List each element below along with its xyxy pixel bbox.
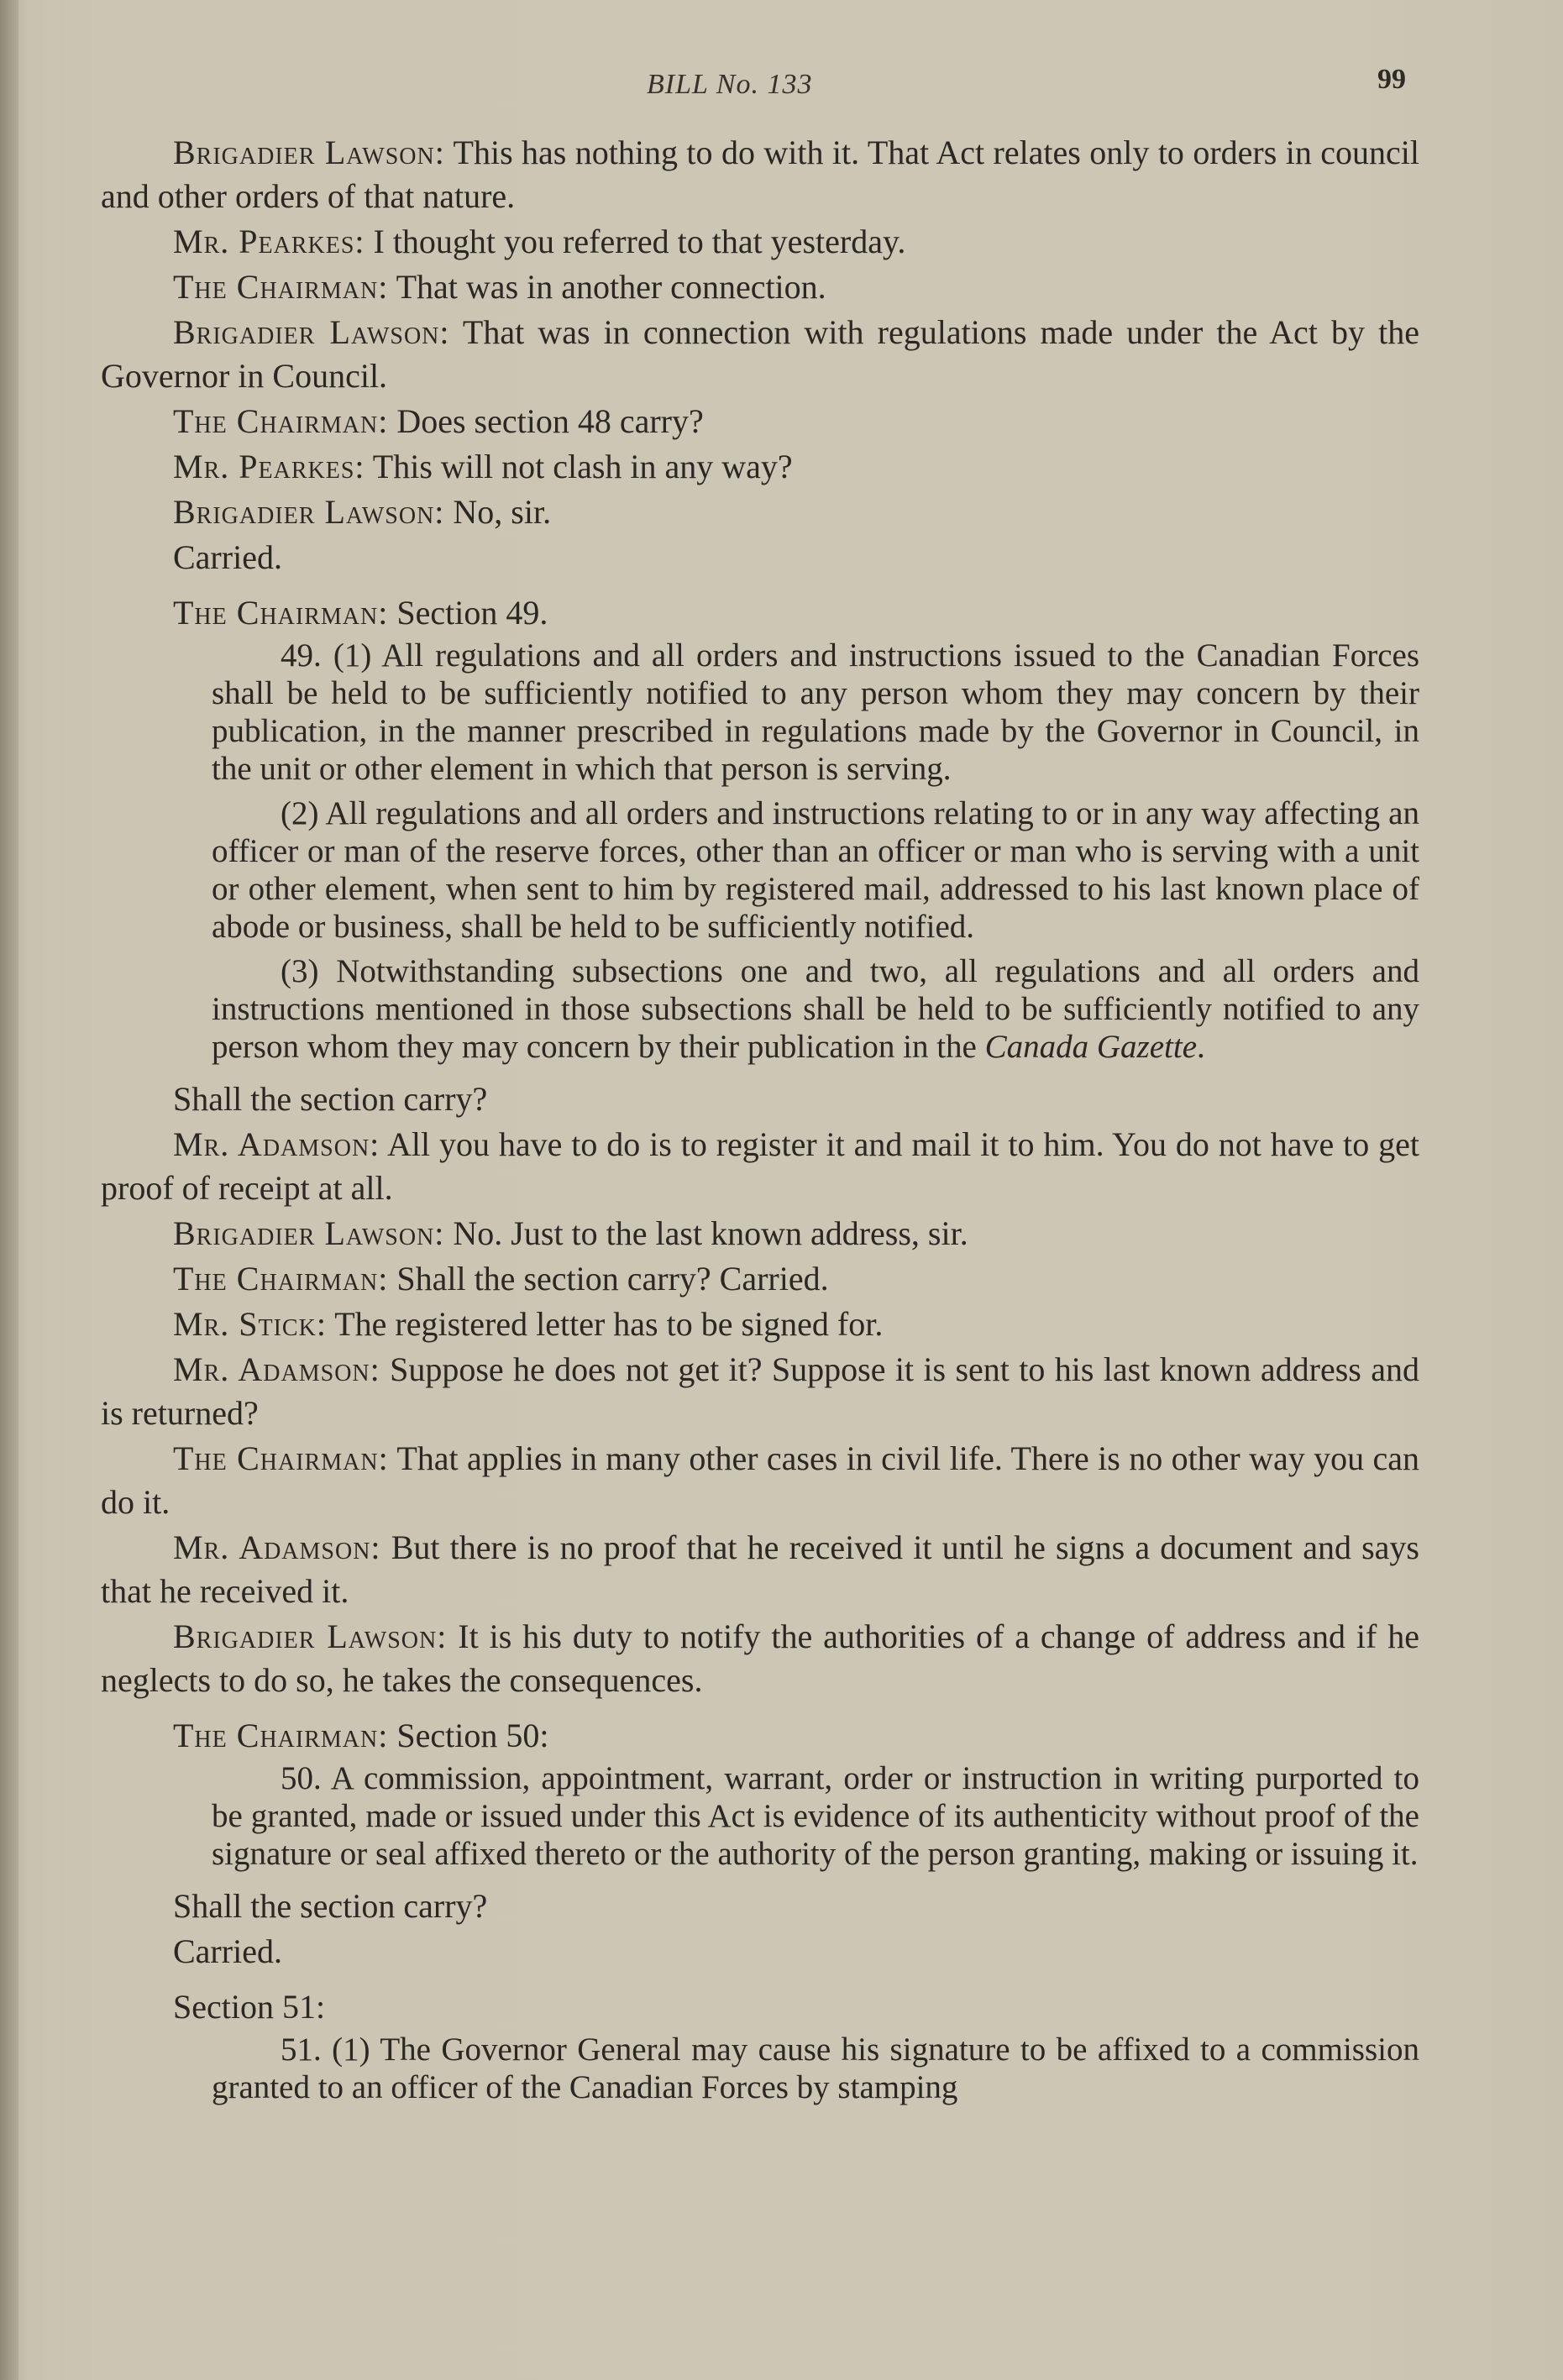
page-header [0,64,1563,111]
paragraph [101,1123,1419,1210]
paragraph-text: All you have to do is to register it and mail it to him. You do not have to get proof of receipt at all. [101,1125,1419,1207]
paragraph [101,1348,1419,1435]
italic-publication-name: Canada Gazette [984,1029,1198,1065]
paragraph-text: 51. (1) The Governor General may cause his signature to be affixed to a commission granted to an officer of the Canadian Forces by stamping [212,2031,1419,2105]
paragraph-text: The registered letter has to be signed for. [326,1305,884,1343]
bill-section-text [212,637,1419,788]
paragraph-text: That was in another connection. [388,268,826,306]
paragraph-text: But there is no proof that he received it until he signs a document and says that he received it. [101,1528,1419,1610]
bill-section-text [212,794,1419,946]
page-number: 99 [1377,64,1406,95]
paragraph [101,131,1419,218]
paragraph-text: Carried. [173,538,282,576]
paragraph-text: Suppose he does not get it? Suppose it is sent to his last known address and is returned? [101,1350,1419,1432]
speaker-name: Brigadier Lawson: [173,493,445,531]
paragraph-text: Section 49. [388,594,548,632]
paragraph [101,400,1419,443]
paragraph [101,1257,1419,1301]
paragraph [101,490,1419,534]
paragraph-text: This has nothing to do with it. That Act relates only to orders in council and other orders of that nature. [101,134,1419,215]
speaker-name: The Chairman: [173,594,389,632]
paragraph [101,265,1419,309]
paragraph [101,1985,1419,2029]
paragraph [101,536,1419,579]
paragraph-text: Section 51: [173,1988,326,2026]
paragraph [101,311,1419,398]
speaker-name: The Chairman: [173,268,389,306]
speaker-name: Mr. Pearkes: [173,223,365,260]
paragraph-text: Does section 48 carry? [388,402,704,440]
paragraph [101,1303,1419,1346]
paragraph [101,1930,1419,1974]
paragraph [101,1077,1419,1121]
speaker-name: Brigadier Lawson: [173,134,445,171]
speaker-name: Mr. Stick: [173,1305,327,1343]
paragraph-text: No. Just to the last known address, sir. [444,1214,968,1252]
paragraph-text: Carried. [173,1932,282,1970]
speaker-name: The Chairman: [173,402,389,440]
paragraph-text: It is his duty to notify the authorities of a change of address and if he neglects to do so, he takes the consequences. [101,1617,1419,1699]
paragraph-text: Shall the section carry? [173,1887,488,1925]
speaker-name: Brigadier Lawson: [173,1617,448,1655]
speaker-name: Mr. Adamson: [173,1528,381,1566]
paragraph-text: Shall the section carry? [173,1080,488,1118]
speaker-name: Brigadier Lawson: [173,1214,445,1252]
paragraph [101,445,1419,489]
binding-edge [0,0,18,2380]
bill-section-text [212,1759,1419,1873]
paragraph-text: 50. A commission, appointment, warrant, order or instruction in writing purported to be granted, made or issued under this Act is evidence of its authenticity without proof of the signature or seal affixed thereto or the authority of the person granting, making or issuing it. [212,1760,1419,1872]
paragraph [101,591,1419,635]
paragraph-text: Shall the section carry? Carried. [388,1260,829,1297]
paragraph [101,1526,1419,1613]
paragraph-text: I thought you referred to that yesterday. [365,223,906,260]
paragraph-text: That applies in many other cases in civil life. There is no other way you can do it. [101,1439,1419,1521]
speaker-name: The Chairman: [173,1260,389,1297]
paragraph-text: (3) Notwithstanding subsections one and two, all regulations and all orders and instructions mentioned in those subsections shall be held to be sufficiently notified to any person whom they may concern by their publication in the [212,953,1419,1065]
speaker-name: Mr. Adamson: [173,1350,380,1388]
paragraph [101,1615,1419,1702]
speaker-name: Mr. Adamson: [173,1125,380,1163]
speaker-name: The Chairman: [173,1439,389,1477]
paragraph-text: That was in connection with regulations made under the Act by the Governor in Council. [101,313,1419,395]
paragraph-text: . [1197,1029,1205,1065]
paragraph [101,1437,1419,1524]
running-title: BILL No. 133 [647,69,813,100]
paragraph-text: Section 50: [388,1717,549,1754]
paragraph-text: (2) All regulations and all orders and instructions relating to or in any way affecting an officer or man of the reserve forces, other than an officer or man who is serving with a unit or other element, when sent to him by registered mail, addressed to his last known place of abode or business, shall be held to be sufficiently notified. [212,795,1419,945]
paragraph [101,220,1419,264]
bill-section-text [212,2031,1419,2106]
paragraph-text: No, sir. [444,493,552,531]
paragraph [101,1212,1419,1256]
page-body [101,131,1419,2113]
paragraph [101,1714,1419,1758]
speaker-name: Brigadier Lawson: [173,313,450,351]
speaker-name: The Chairman: [173,1717,389,1754]
speaker-name: Mr. Pearkes: [173,448,365,485]
paragraph [101,1885,1419,1928]
paragraph-text: 49. (1) All regulations and all orders and instructions issued to the Canadian Forces shall be held to be sufficiently notified to any person whom they may concern by their publication, in the manner prescribed in regulations made by the Governor in Council, in the unit or other element in which that person is serving. [212,637,1419,787]
paragraph-text: This will not clash in any way? [365,448,793,485]
bill-section-text [212,952,1419,1066]
